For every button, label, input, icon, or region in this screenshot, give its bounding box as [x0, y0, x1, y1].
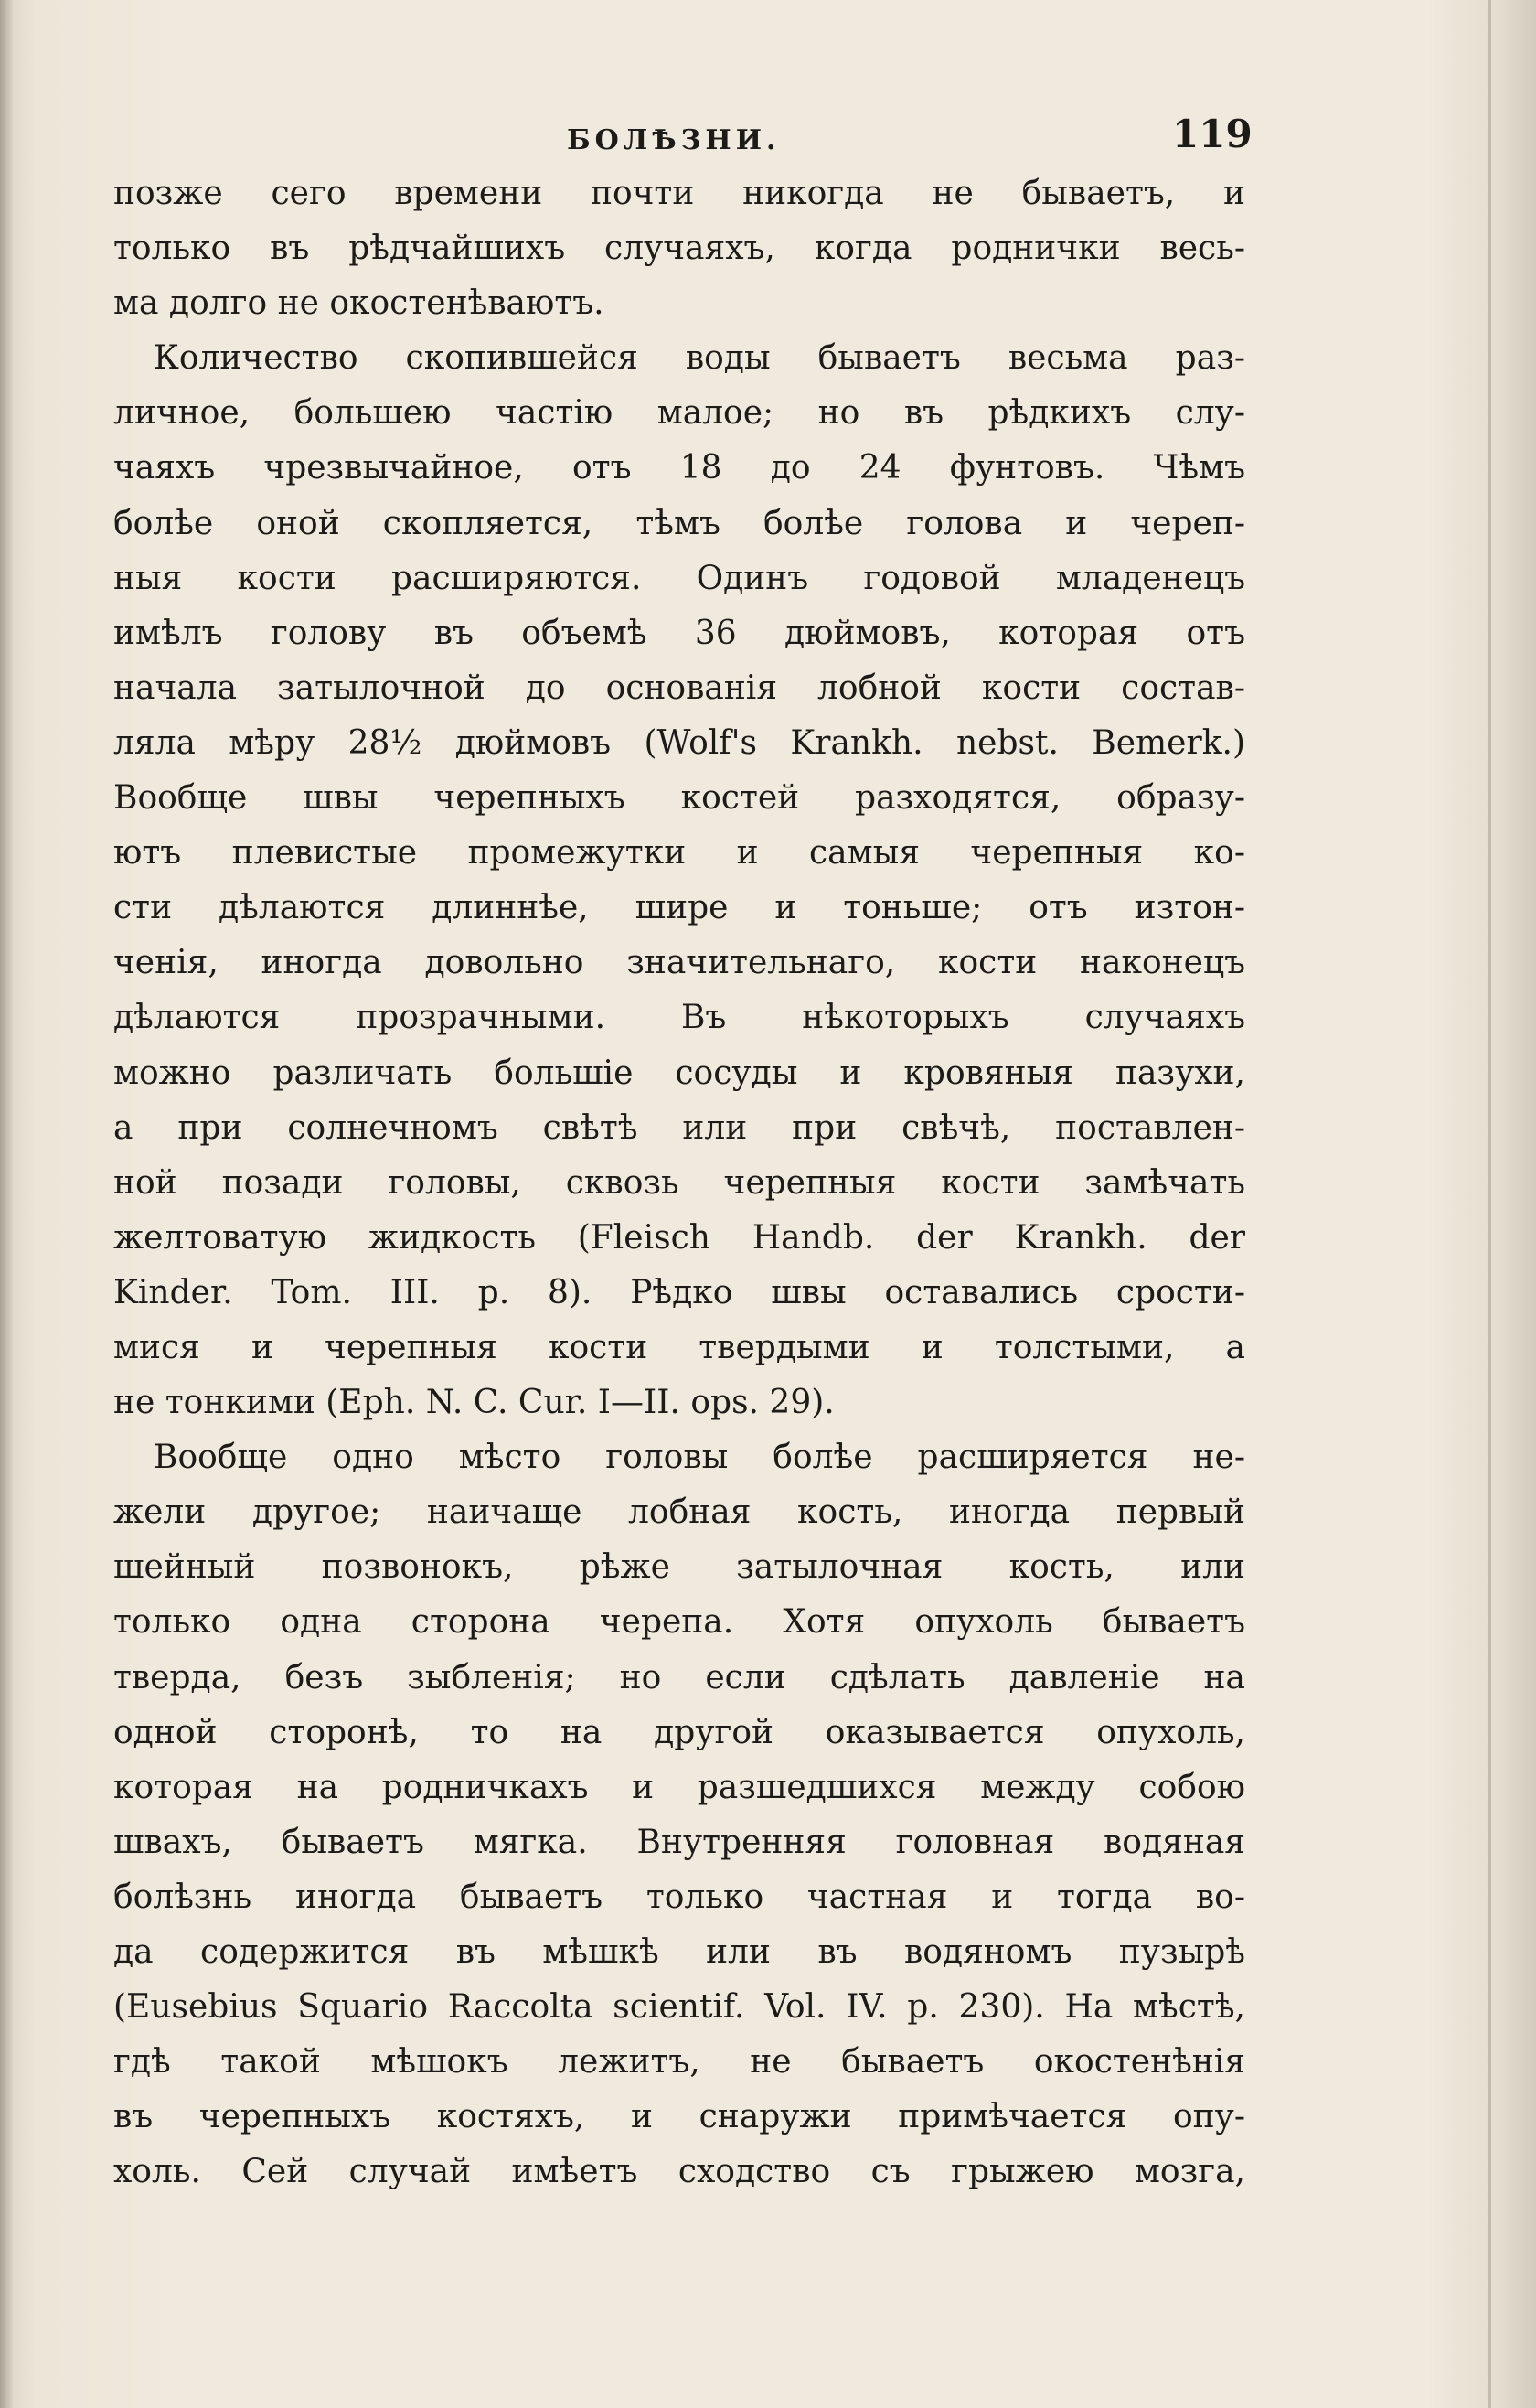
text-line: только одна сторона черепа. Хотя опухоль бываетъ — [113, 1603, 1245, 1642]
text-line: Kinder. Tom. III. p. 8). Рѣдко швы оставались срости- — [113, 1273, 1245, 1311]
page-header — [101, 108, 1253, 163]
text-line: Количество скопившейся воды бываетъ весьма раз- — [154, 339, 1245, 378]
text-line: холь. Сей случай имѣетъ сходство съ грыжею мозга, — [113, 2153, 1245, 2191]
text-line: Вообще швы черепныхъ костей разходятся, образу- — [113, 779, 1245, 818]
text-line: а при солнечномъ свѣтѣ или при свѣчѣ, поставлен- — [113, 1108, 1245, 1147]
text-line: тверда, безъ зыбленiя; но если сдѣлать давленiе на — [113, 1658, 1245, 1696]
text-line: ютъ плевистые промежутки и самыя черепныя ко- — [113, 834, 1245, 872]
text-line: желтоватую жидкость (Fleisch Handb. der Krankh. der — [113, 1218, 1245, 1257]
text-line: которая на родничкахъ и разшедшихся между собою — [113, 1768, 1245, 1806]
body-text — [113, 166, 1245, 2199]
text-line: личное, большею частiю малое; но въ рѣдкихъ слу- — [113, 394, 1245, 433]
text-line: ляла мѣру 28½ дюймовъ (Wolf's Krankh. nebst. Bemerk.) — [113, 723, 1245, 762]
text-line: только въ рѣдчайшихъ случаяхъ, когда роднички весь- — [113, 230, 1245, 268]
text-line: одной сторонѣ, то на другой оказывается опухоль, — [113, 1713, 1245, 1751]
text-line: позже сего времени почти никогда не бываетъ, и — [113, 175, 1245, 212]
text-line: сти дѣлаются длиннѣе, шире и тоньше; отъ изтон- — [113, 889, 1245, 927]
text-line: ныя кости расширяются. Одинъ годовой младенецъ — [113, 559, 1245, 597]
text-line: шейный позвонокъ, рѣже затылочная кость, или — [113, 1548, 1245, 1587]
text-line: дѣлаются прозрачными. Въ нѣкоторыхъ случаяхъ — [113, 999, 1245, 1037]
text-line: начала затылочной до основанiя лобной кости состав- — [113, 669, 1245, 707]
page-number: 119 — [1172, 112, 1253, 156]
text-line: (Eusebius Squario Raccolta scientif. Vol. IV. p. 230). На мѣстѣ, — [113, 1988, 1245, 2027]
text-line: гдѣ такой мѣшокъ лежитъ, не бываетъ окостенѣнiя — [113, 2043, 1245, 2082]
page-fold-line — [1488, 0, 1491, 2408]
running-head: БОЛѢЗНИ. — [567, 124, 781, 156]
text-line: имѣлъ голову въ объемѣ 36 дюймовъ, которая отъ — [113, 614, 1245, 652]
text-line: ченiя, иногда довольно значительнаго, кости наконецъ — [113, 944, 1245, 982]
text-line: болѣе оной скопляется, тѣмъ болѣе голова и череп- — [113, 504, 1245, 542]
text-line: чаяхъ чрезвычайное, отъ 18 до 24 фунтовъ. Чѣмъ — [113, 449, 1245, 487]
text-line: ма долго не окостенѣваютъ. — [113, 284, 604, 323]
text-line: да содержится въ мѣшкѣ или въ водяномъ пузырѣ — [113, 1933, 1245, 1971]
text-line: швахъ, бываетъ мягка. Внутренняя головная водяная — [113, 1823, 1245, 1861]
text-line: мися и черепныя кости твердыми и толстыми, а — [113, 1328, 1245, 1366]
text-line: не тонкими (Eph. N. C. Cur. I—II. ops. 29). — [113, 1384, 835, 1422]
text-line: жели другое; наичаще лобная кость, иногда первый — [113, 1493, 1245, 1532]
text-line: болѣзнь иногда бываетъ только частная и тогда во- — [113, 1878, 1245, 1916]
text-line: можно различать большiе сосуды и кровяныя пазухи, — [113, 1054, 1245, 1092]
text-line: ной позади головы, сквозь черепныя кости замѣчать — [113, 1163, 1245, 1202]
page-gutter-shadow — [0, 0, 13, 2408]
text-line: въ черепныхъ костяхъ, и снаружи примѣчается опу- — [113, 2098, 1245, 2136]
text-line: Вообще одно мѣсто головы болѣе расширяется не- — [154, 1439, 1245, 1477]
